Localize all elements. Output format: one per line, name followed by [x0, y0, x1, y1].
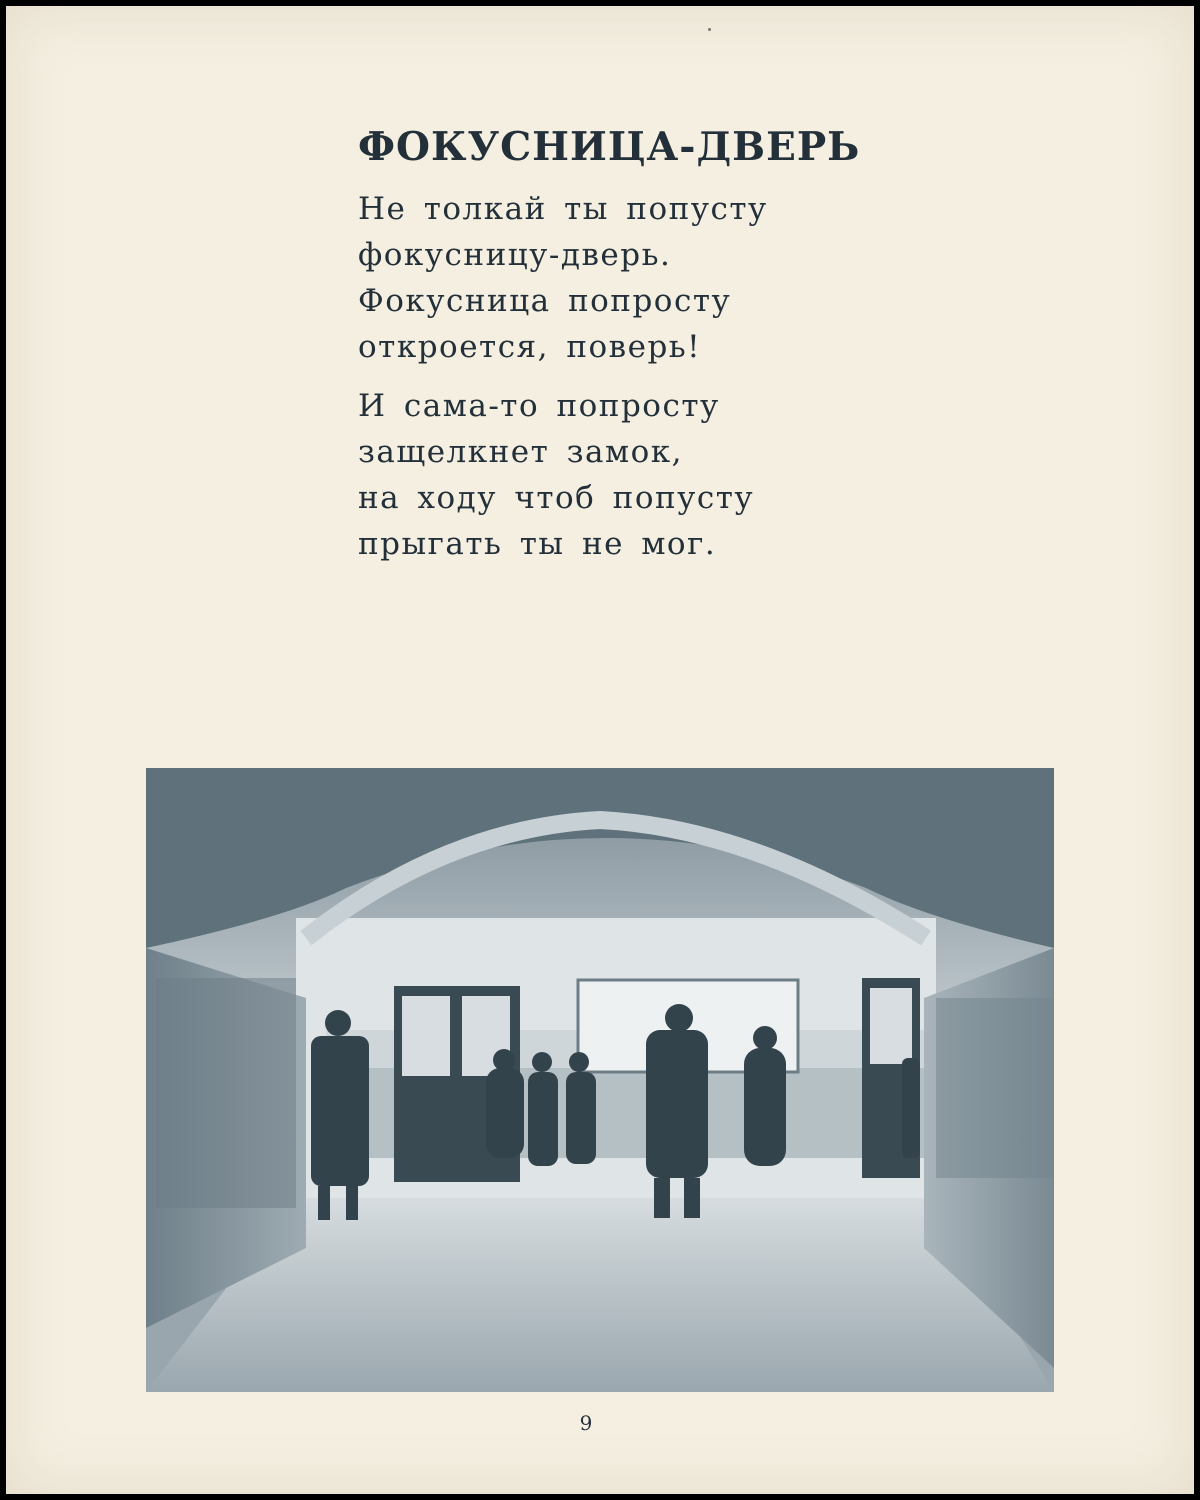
stanza-second [358, 383, 878, 567]
paper-speck [708, 28, 711, 31]
metro-platform-photo [146, 768, 1054, 1392]
poem-line: на ходу чтоб попусту [358, 480, 755, 516]
book-page [6, 6, 1194, 1494]
poem-line: Не толкай ты попусту [358, 191, 768, 227]
poem-line: Фокусница попросту [358, 283, 732, 319]
poem-line: фокусницу-дверь. [358, 237, 672, 273]
poem-line: защелкнет замок, [358, 434, 684, 470]
poem-line: прыгать ты не мог. [358, 526, 717, 562]
page-number: 9 [579, 1411, 593, 1435]
poem-line: И сама-то попросту [358, 388, 720, 424]
stanza-first [358, 186, 878, 370]
poem-line: откроется, поверь! [358, 329, 702, 365]
poem-title: ФОКУСНИЦА-ДВЕРЬ [358, 124, 861, 170]
